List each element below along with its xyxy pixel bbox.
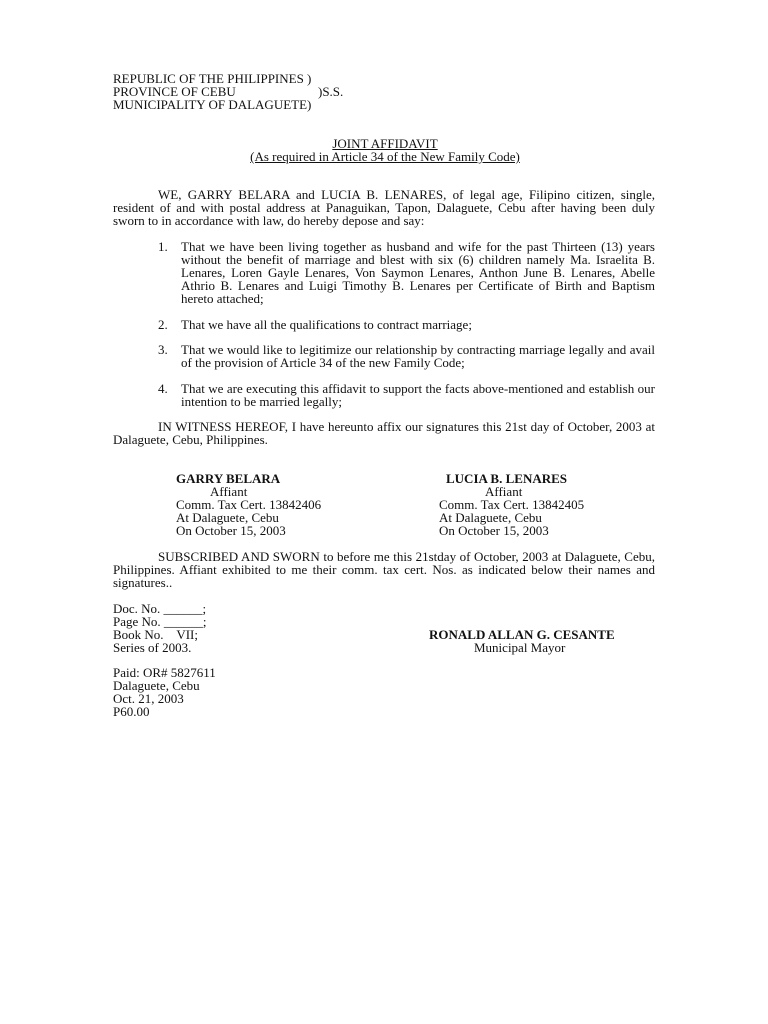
witness-paragraph: IN WITNESS HEREOF, I have hereunto affix our signatures this 21st day of October, 2003 at Dalaguete, Cebu, Philippines. <box>113 419 655 447</box>
payment-date: Oct. 21, 2003 <box>113 691 184 706</box>
payment-amount: P60.00 <box>113 704 150 719</box>
affiant-2-cert: Comm. Tax Cert. 13842405 <box>439 497 585 512</box>
affiant-2-role: Affiant <box>485 484 523 499</box>
officer-name: RONALD ALLAN G. CESANTE <box>429 627 615 642</box>
item-4-text: That we are executing this affidavit to support the facts above-mentioned and establish our intention to be married legally; <box>181 381 655 409</box>
affiant-1-cert: Comm. Tax Cert. 13842406 <box>176 497 322 512</box>
affiant-1-role: Affiant <box>210 484 248 499</box>
payment-or: Paid: OR# 5827611 <box>113 665 216 680</box>
affiant-1-date: On October 15, 2003 <box>176 523 286 538</box>
affiant-2-place: At Dalaguete, Cebu <box>439 510 542 525</box>
affiant-1-place: At Dalaguete, Cebu <box>176 510 279 525</box>
intro-paragraph: WE, GARRY BELARA and LUCIA B. LENARES, of legal age, Filipino citizen, single, resident of and with postal address at Panaguikan, Tapon, Dalaguete, Cebu after having been duly sworn to in accordance with law, do hereby depose and say: <box>113 187 655 228</box>
header-province: PROVINCE OF CEBU <box>113 84 236 99</box>
notary-book-no: Book No. VII; <box>113 627 198 642</box>
notary-page-no: Page No. ______; <box>113 614 207 629</box>
item-2-number: 2. <box>158 317 168 332</box>
payment-place: Dalaguete, Cebu <box>113 678 200 693</box>
affiant-2-date: On October 15, 2003 <box>439 523 549 538</box>
document-subtitle: (As required in Article 34 of the New Family Code) <box>250 149 520 164</box>
item-1-text: That we have been living together as husband and wife for the past Thirteen (13) years without the benefit of marriage and blest with six (6) children namely Ma. Israelita B. Lenares, Loren Gayle Lenares, Von Saymon Lenares, Anthon June B. Lenares, Abelle Athrio B. Lenares and Luigi Timothy B. Lenares per Certificate of Birth and Baptism hereto attached; <box>181 239 655 306</box>
notary-doc-no: Doc. No. ______; <box>113 601 207 616</box>
item-4-number: 4. <box>158 381 168 396</box>
affiant-1-name: GARRY BELARA <box>176 471 281 486</box>
item-3-text: That we would like to legitimize our relationship by contracting marriage legally and avail of the provision of Article 34 of the new Family Code; <box>181 342 655 370</box>
notary-series: Series of 2003. <box>113 640 192 655</box>
item-3-number: 3. <box>158 342 168 357</box>
document-title: JOINT AFFIDAVIT <box>332 136 438 151</box>
affiant-2-name: LUCIA B. LENARES <box>446 471 568 486</box>
subscribed-paragraph: SUBSCRIBED AND SWORN to before me this 21stday of October, 2003 at Dalaguete, Cebu, Philippines. Affiant exhibited to me their comm. tax cert. Nos. as indicated below their names and signatures.. <box>113 549 655 590</box>
header-ss: )S.S. <box>318 84 344 99</box>
header-republic: REPUBLIC OF THE PHILIPPINES ) <box>113 71 312 86</box>
item-2-text: That we have all the qualifications to contract marriage; <box>181 317 472 332</box>
item-1-number: 1. <box>158 239 168 254</box>
header-municipality: MUNICIPALITY OF DALAGUETE) <box>113 97 312 112</box>
officer-title: Municipal Mayor <box>474 640 566 655</box>
